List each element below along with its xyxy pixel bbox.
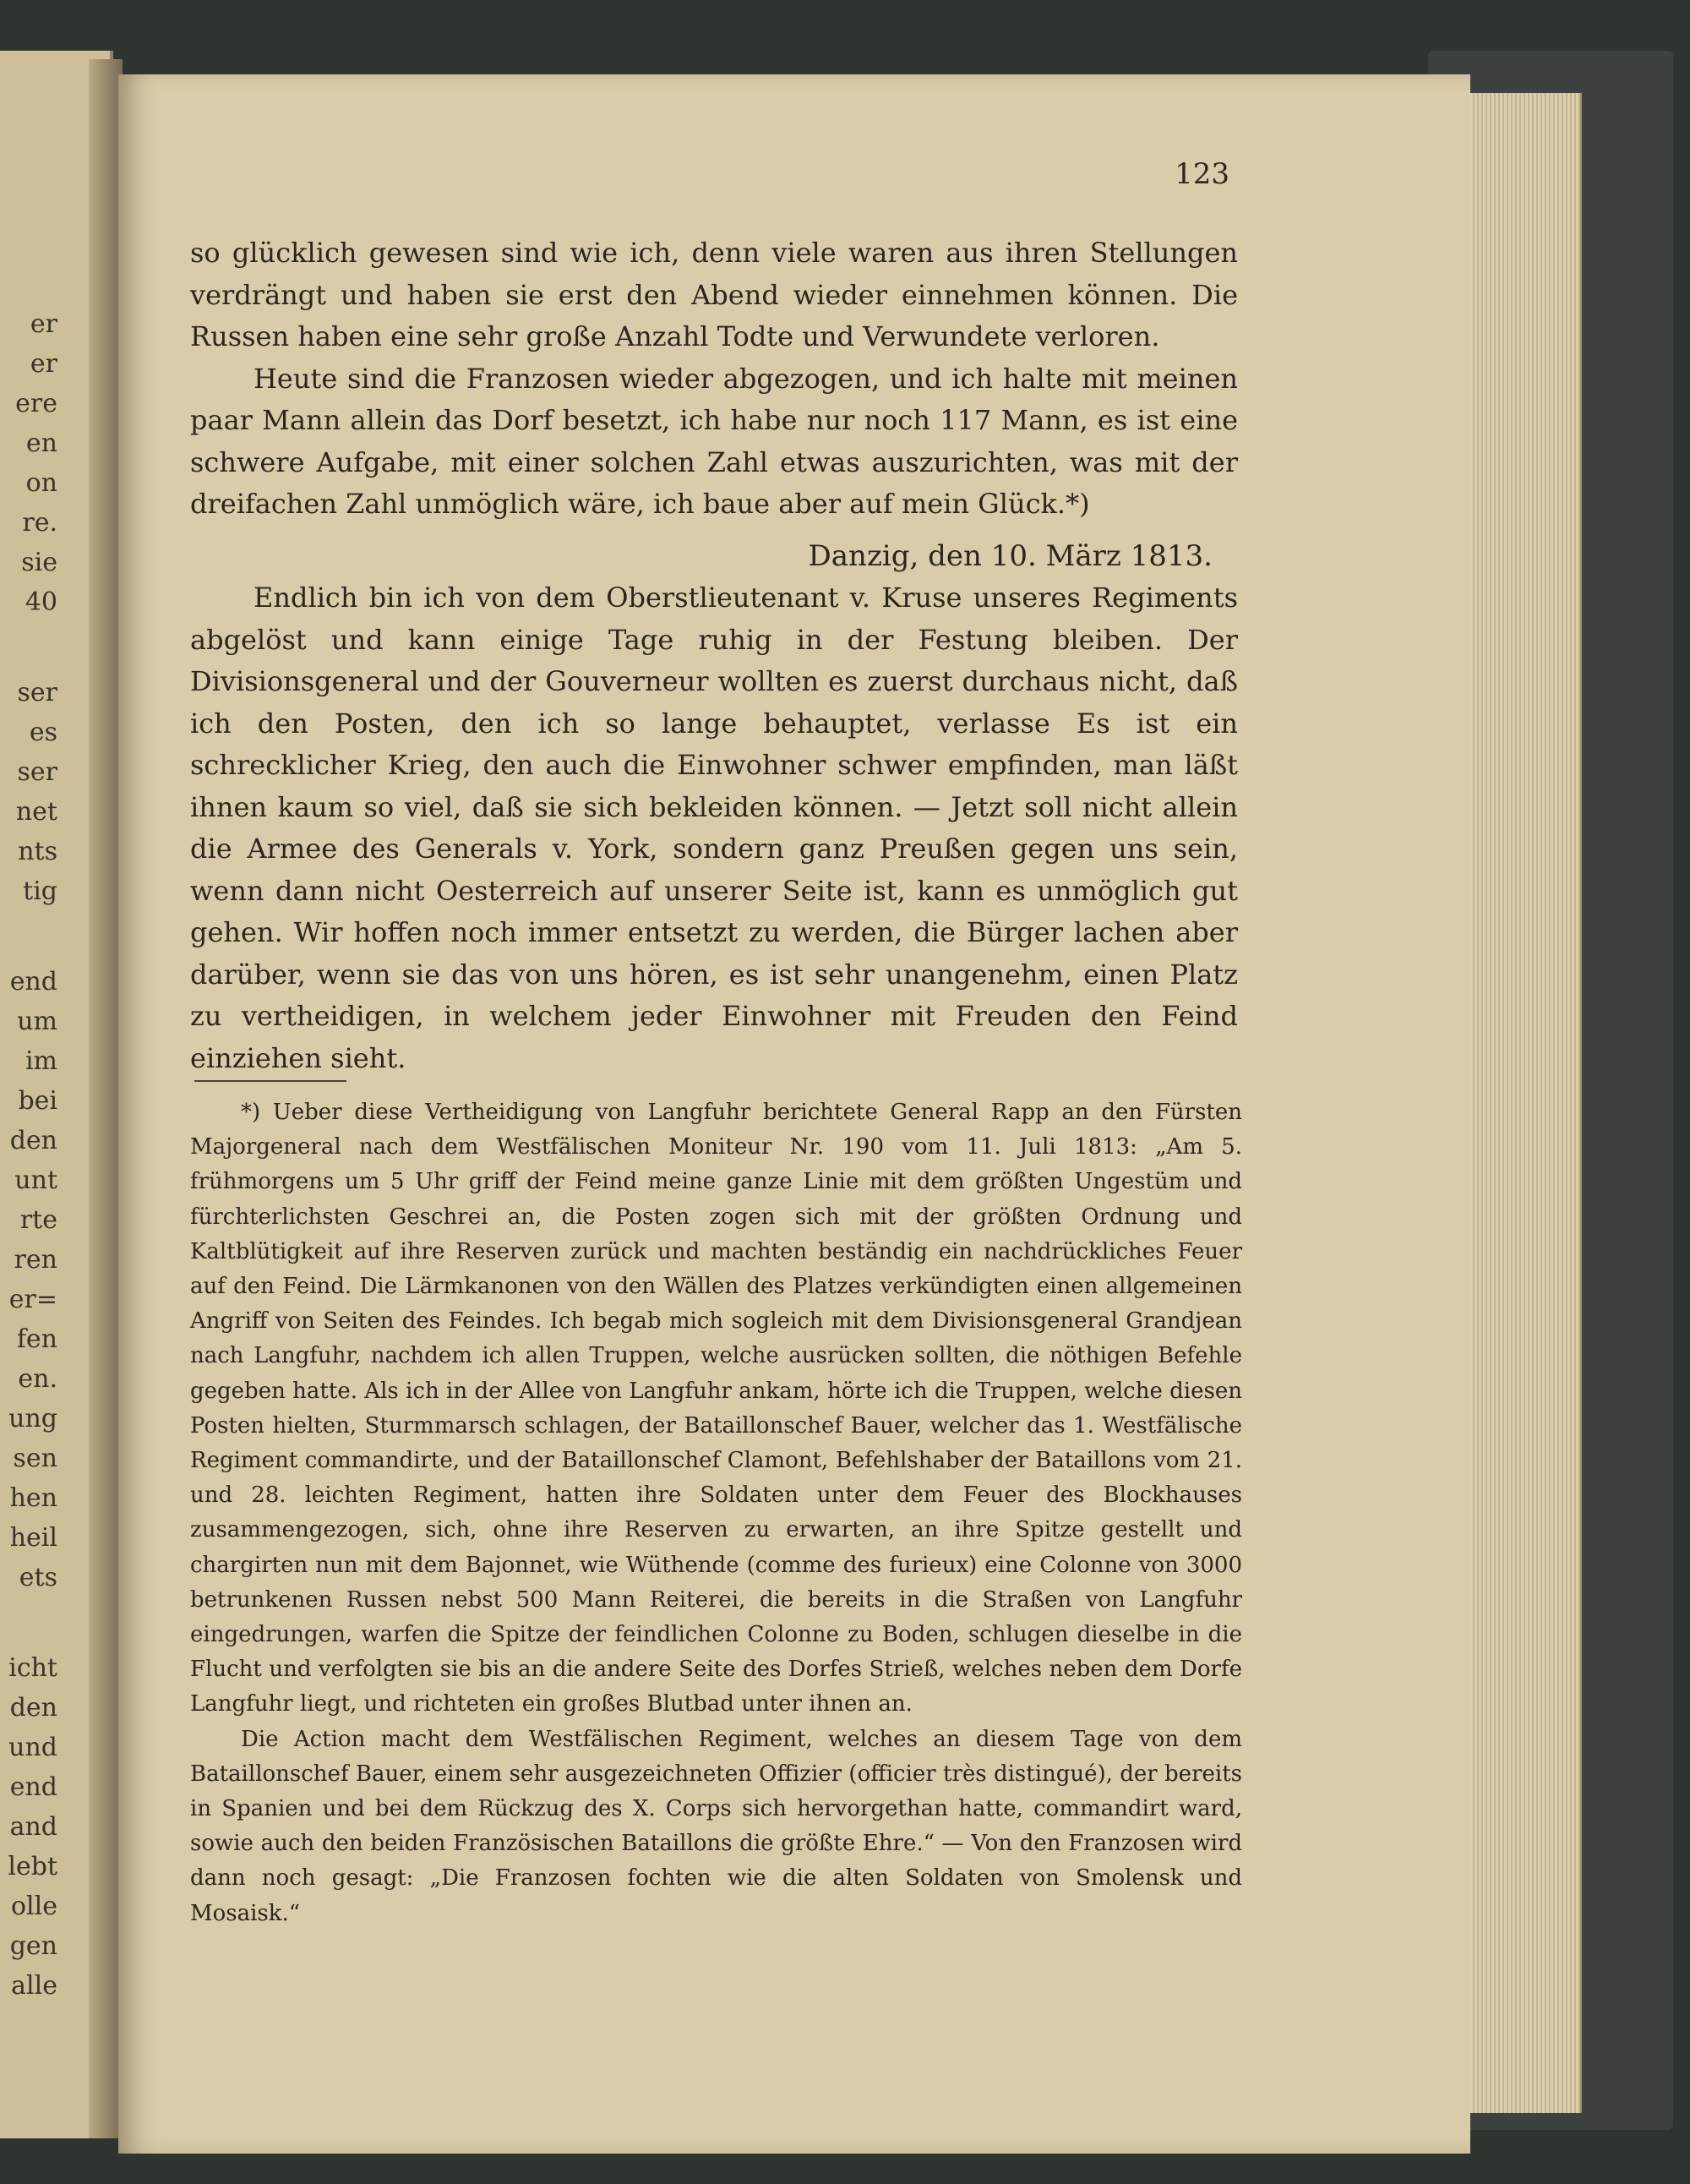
left-page-fragment: um	[17, 1007, 57, 1036]
footnotes	[190, 1095, 1242, 1931]
left-page-fragment: lebt	[8, 1852, 57, 1881]
left-page-fragment: bei	[18, 1086, 57, 1116]
left-page-fragment	[0, 911, 57, 962]
left-page-fragment: ere	[15, 389, 57, 418]
left-page-fragment: im	[25, 1046, 57, 1076]
left-page-fragment: es	[29, 718, 57, 747]
left-page-fragment: ser	[17, 757, 57, 787]
left-page-fragment: 40	[25, 587, 57, 617]
dateline: Danzig, den 10. März 1813.	[808, 538, 1213, 573]
paragraph: Endlich bin ich von dem Oberstlieutenant v. Kruse unseres Regiments abgelöst und kann einige Tage ruhig in der Festung bleiben. Der Divisionsgeneral und der Gouverneur wollten es zuerst durchaus nicht, daß ich den Posten, den ich so lange behauptet, verlasse Es ist ein schrecklicher Krieg, den auch die Einwohner schwer empfinden, man läßt ihnen kaum so viel, daß sie sich bekleiden können. — Jetzt soll nicht allein die Armee des Generals v. York, sondern ganz Preußen gegen uns sein, wenn dann nicht Oesterreich auf unserer Seite ist, kann es unmöglich gut gehen. Wir hoffen noch immer entsetzt zu werden, die Bürger lachen aber darüber, wenn sie das von uns hören, es ist sehr unangenehm, einen Platz zu vertheidigen, in welchem jeder Einwohner mit Freuden den Feind einziehen sieht.	[190, 581, 1238, 1074]
left-page-fragment	[0, 1597, 57, 1648]
left-page-fragment: tig	[23, 876, 57, 906]
left-page-fragments	[0, 304, 57, 2006]
left-page-fragment: unt	[14, 1166, 57, 1195]
paragraph: so glücklich gewesen sind wie ich, denn viele waren aus ihren Stellungen verdrängt und haben sie erst den Abend wieder einnehmen können. Die Russen haben eine sehr große Anzahl Todte und Verwundete verloren.	[190, 237, 1238, 352]
footnote: Die Action macht dem Westfälischen Regiment, welches an diesem Tage von dem Bataillonschef Bauer, einem sehr ausgezeichneten Offizier (officier très distingué), der bereits in Spanien und bei dem Rückzug des X. Corps sich hervorgethan hatte, commandirt ward, sowie auch den beiden Französischen Bataillons die größte Ehre.“ — Von den Franzosen wird dann noch gesagt: „Die Franzosen fochten wie die alten Soldaten von Smolensk und Mosaisk.“	[190, 1726, 1242, 1926]
footnote: *) Ueber diese Vertheidigung von Langfuhr berichtete General Rapp an den Fürsten Majorgeneral nach dem Westfälischen Moniteur Nr. 190 vom 11. Juli 1813: „Am 5. frühmorgens um 5 Uhr griff der Feind meine ganze Linie mit dem größten Ungestüm und fürchterlichsten Geschrei an, die Posten zogen sich mit der größten Ordnung und Kaltblütigkeit auf ihre Reserven zurück und machten beständig ein nachdrückliches Feuer auf den Feind. Die Lärmkanonen von den Wällen des Platzes verkündigten einen allgemeinen Angriff von Seiten des Feindes. Ich begab mich sogleich mit dem Divisionsgeneral Grandjean nach Langfuhr, nachdem ich allen Truppen, welche ausrücken sollten, die nöthigen Befehle gegeben hatte. Als ich in der Allee von Langfuhr ankam, hörte ich die Truppen, welche diesen Posten hielten, Sturmmarsch schlagen, der Bataillonschef Bauer, welcher das 1. Westfälische Regiment commandirte, und der Bataillonschef Clamont, Befehlshaber der Bataillons vom 21. und 28. leichten Regiment, hatten ihre Soldaten unter dem Feuer des Blockhauses zusammengezogen, sich, ohne ihre Reserven zu erwarten, an ihre Spitze gestellt und chargirten nun mit dem Bajonnet, wie Wüthende (comme des furieux) eine Colonne von 3000 betrunkenen Russen nebst 500 Mann Reiterei, die bereits in die Straßen von Langfuhr eingedrungen, warfen die Spitze der feindlichen Colonne zu Boden, schlugen dieselbe in die Flucht und verfolgten sie bis an die andere Seite des Dorfes Strieß, welches neben dem Dorfe Langfuhr liegt, und richteten ein großes Blutbad unter ihnen an.	[190, 1100, 1242, 1717]
left-page-fragment	[0, 622, 57, 673]
left-page-fragment: den	[9, 1126, 57, 1155]
gutter-shadow	[89, 59, 123, 2138]
left-page-fragment: end	[9, 1772, 57, 1802]
paragraph: Heute sind die Franzosen wieder abgezogen, und ich halte mit meinen paar Mann allein das Dorf besetzt, ich habe nur noch 117 Mann, es ist eine schwere Aufgabe, mit einer solchen Zahl etwas auszurichten, was mit der dreifachen Zahl unmöglich wäre, ich baue aber auf mein Glück.*)	[190, 362, 1238, 520]
page-number: 123	[1175, 157, 1229, 191]
footnote-divider	[194, 1080, 346, 1082]
left-page-fragment: end	[9, 967, 57, 996]
left-page-fragment: olle	[10, 1892, 57, 1921]
main-text	[190, 232, 1238, 1079]
left-page-fragment: alle	[11, 1971, 57, 2001]
left-page-fragment: er	[30, 309, 57, 339]
left-page-fragment: gen	[9, 1931, 57, 1961]
left-page-fragment: ets	[19, 1563, 57, 1592]
left-page-fragment: ung	[8, 1404, 57, 1433]
left-page-fragment: and	[9, 1812, 57, 1842]
left-page-fragment: sie	[21, 548, 57, 577]
left-page-fragment: rte	[19, 1205, 57, 1235]
left-page-fragment: nts	[18, 837, 57, 866]
left-page-fragment: en.	[18, 1364, 57, 1394]
left-page-fragment: und	[8, 1733, 57, 1762]
left-page-fragment: sen	[13, 1444, 57, 1473]
left-page-fragment: net	[15, 797, 57, 827]
left-page-fragment: er=	[8, 1285, 57, 1314]
left-page-fragment: heil	[9, 1523, 57, 1553]
left-page-fragment: den	[9, 1693, 57, 1723]
left-page-fragment: on	[25, 468, 57, 498]
left-page-fragment: ren	[14, 1245, 57, 1275]
left-page-fragment: re.	[22, 508, 57, 538]
left-page-fragment: er	[30, 349, 57, 379]
left-page-fragment: ser	[17, 678, 57, 707]
left-page-fragment: icht	[8, 1653, 57, 1683]
left-page-fragment: fen	[16, 1324, 57, 1354]
left-page-fragment: en	[25, 429, 57, 458]
left-page-fragment: hen	[9, 1483, 57, 1513]
